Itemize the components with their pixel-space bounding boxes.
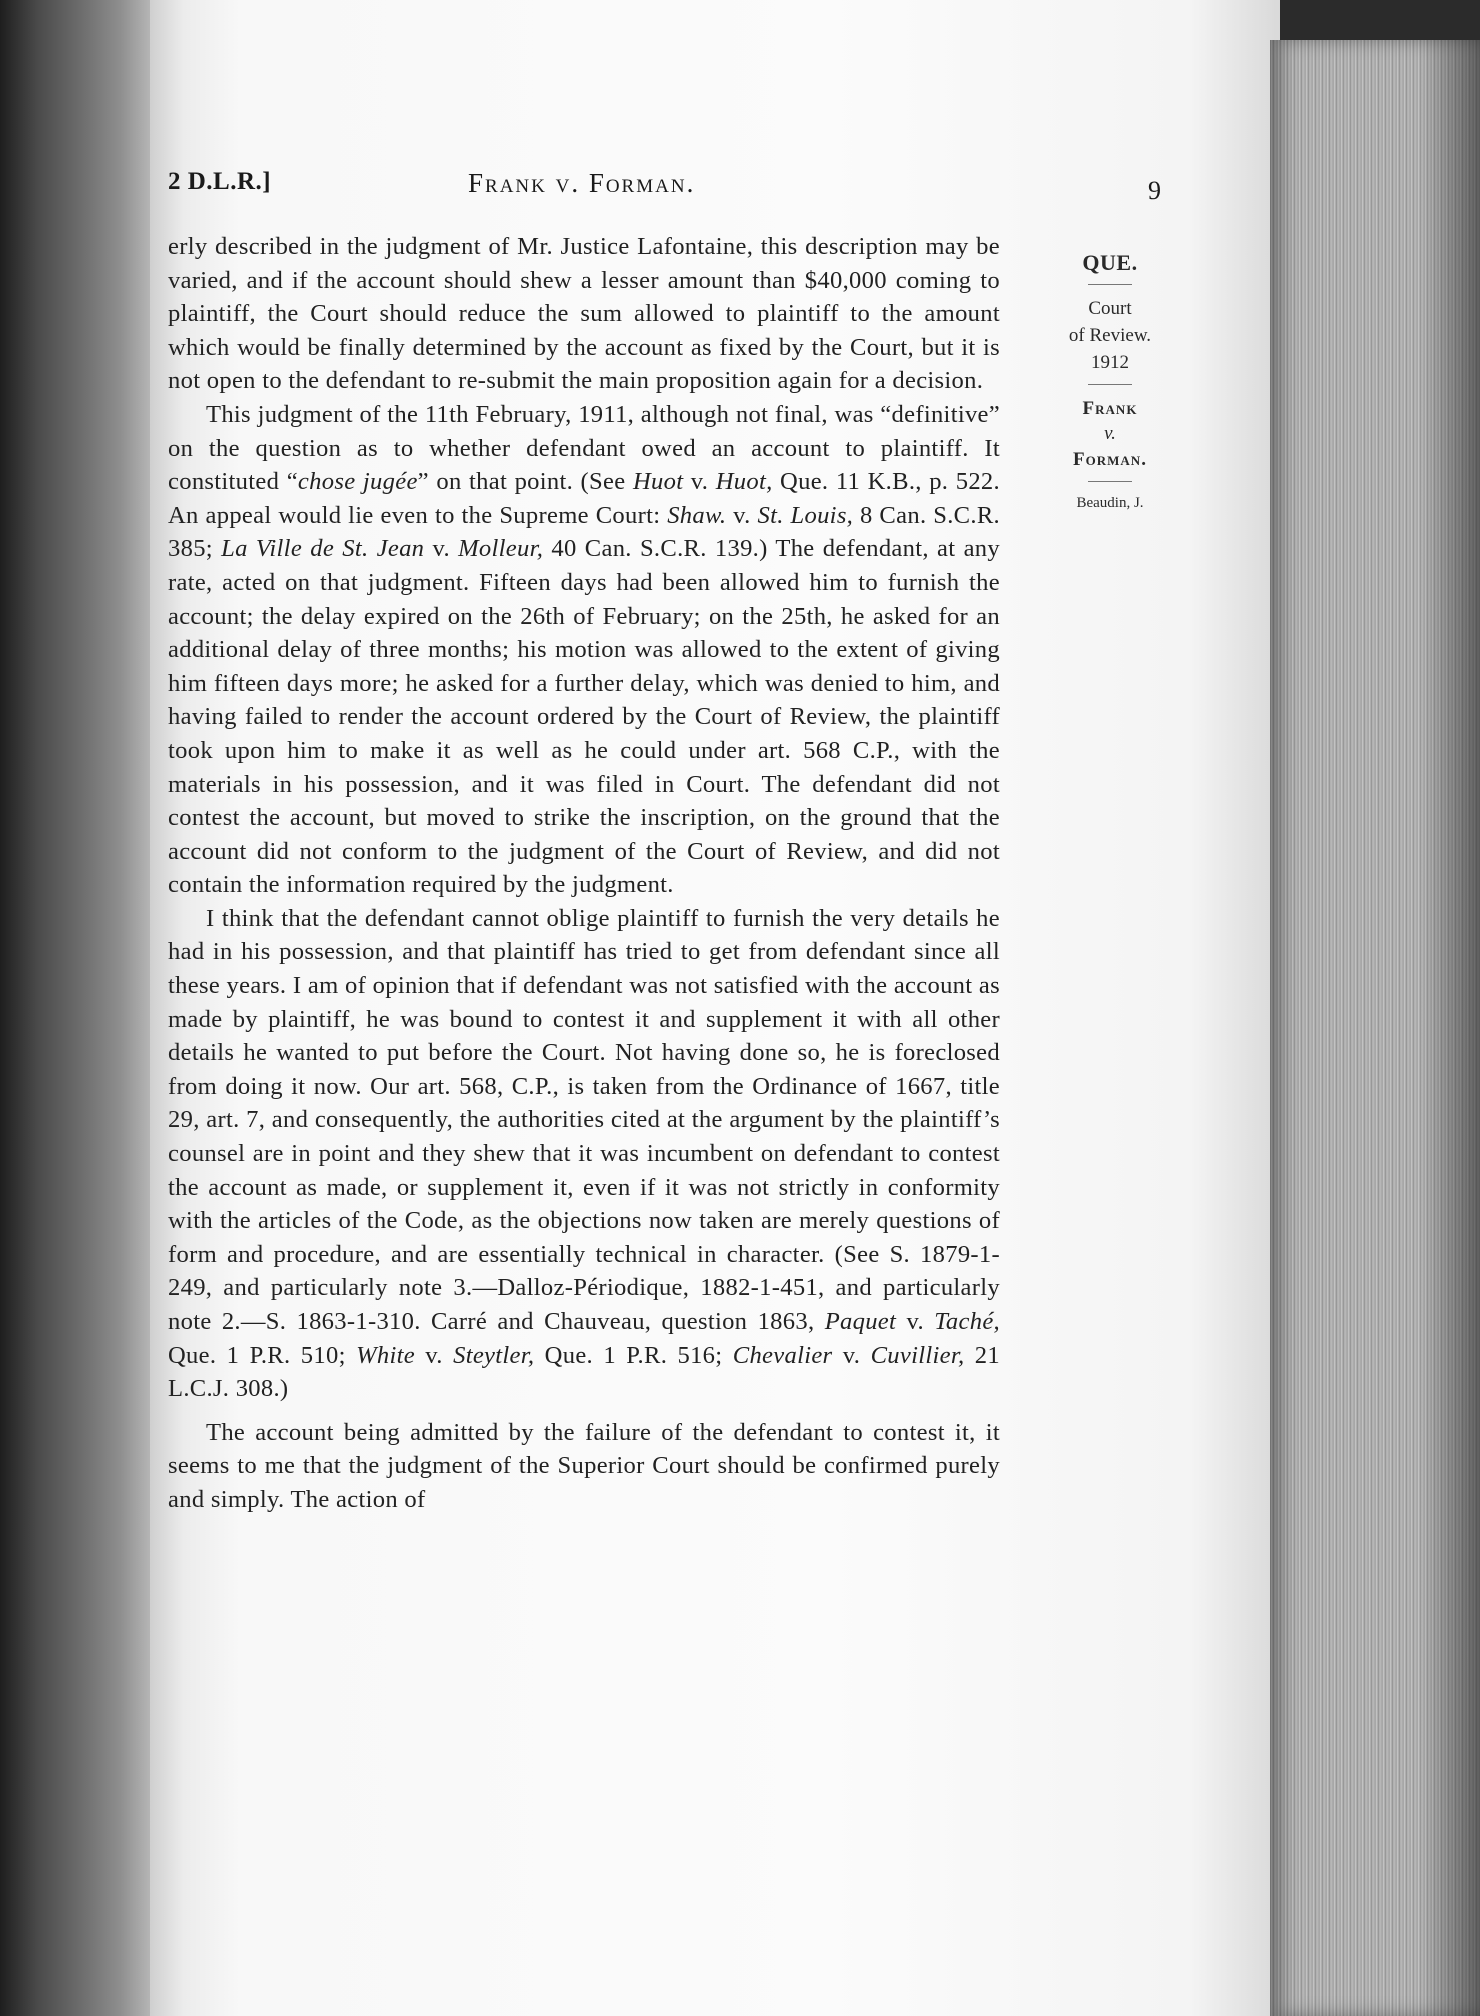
- text-segment: Que. 1 P.R. 510;: [168, 1341, 357, 1369]
- margin-judge: Beaudin, J.: [1076, 495, 1144, 511]
- italic-segment: Paquet: [824, 1308, 897, 1335]
- left-page-edge: [0, 0, 150, 2016]
- margin-court-line1: Court: [1088, 298, 1132, 319]
- page-number: 9: [1148, 176, 1161, 205]
- volume-reference: 2 D.L.R.]: [168, 168, 272, 195]
- text-segment: v.: [726, 501, 758, 529]
- text-segment: Que. 1 P.R. 516;: [534, 1341, 733, 1369]
- text-segment: v.: [832, 1341, 871, 1369]
- body-text: [168, 230, 1000, 1517]
- text-segment: I think that the defendant cannot oblige plaintiff to furnish the very details he had in his possession, and that plaintiff has tried to get from defendant since all these years. I am of opinion that if defendant was not satisfied with the account as made by plaintiff, he was bound to contest it and supplement it with all other details he wanted to put before the Court. Not having done so, he is foreclosed from doing it now. Our art. 568, C.P., is taken from the Ordinance of 1667, title 29, art. 7, and consequently, the authorities cited at the argument by the plaintiff’s counsel are in point and they shew that it was incumbent on defendant to contest the account as made, or supplement it, even if it was not strictly in conformity with the articles of the Code, as the objections now taken are merely questions of form and procedure, and are essentially technical in character. (See S. 1879-1-249, and particularly note 3.—Dalloz-Périodique, 1882-1-451, and particularly note 2.—S. 1863-1-310. Carré and Chauveau, question 1863,: [168, 904, 1000, 1335]
- margin-divider: [1088, 384, 1132, 385]
- italic-segment: Taché,: [934, 1308, 1000, 1335]
- italic-segment: chose jugée: [297, 468, 418, 496]
- running-header: [168, 168, 1178, 208]
- text-segment: v.: [414, 1341, 454, 1369]
- text-segment: erly described in the judgment of Mr. Justice Lafontaine, this description may be varied, and if the account should shew a lesser amount than $40,000 coming to plaintiff, the Court should reduce the sum allowed to plaintiff to the amount which would be finally determined by the account as fixed by the Court, but it is not open to the defendant to re-submit the main proposition again for a decision.: [168, 233, 1000, 395]
- margin-party1: Frank: [1082, 398, 1138, 419]
- italic-segment: Cuvillier,: [870, 1341, 965, 1369]
- paragraph: [168, 398, 1000, 902]
- text-segment: v.: [896, 1308, 935, 1335]
- case-title: Frank v. Forman.: [468, 168, 696, 198]
- italic-segment: White: [356, 1341, 415, 1369]
- text-segment: Que. 11 K.B., p. 522. An appeal would lie even to the Supreme Court:: [168, 468, 1000, 529]
- italic-segment: Steytler,: [453, 1341, 535, 1369]
- italic-segment: Molleur,: [458, 535, 544, 563]
- paragraph: [168, 230, 1000, 398]
- paragraph: [168, 1416, 1000, 1517]
- text-segment: The account being admitted by the failure of the defendant to contest it, it seems to me that the judgment of the Superior Court should be confirmed purely and simply. The action of: [168, 1418, 1000, 1513]
- italic-segment: Shaw.: [667, 501, 727, 529]
- paragraph: [168, 902, 1000, 1406]
- italic-segment: Huot: [632, 468, 684, 496]
- margin-year: 1912: [1091, 352, 1129, 373]
- text-segment: ” on that point. (See: [417, 468, 633, 496]
- text-segment: This judgment of the 11th February, 1911, although not final, was “definitive” on the question as to whether defendant owed an account to plaintiff. It constituted “: [168, 400, 1000, 496]
- margin-court-line2: of Review.: [1068, 325, 1152, 346]
- italic-segment: Chevalier: [732, 1341, 833, 1369]
- italic-segment: St. Louis,: [757, 501, 854, 529]
- italic-segment: Huot,: [715, 468, 773, 496]
- margin-divider: [1088, 481, 1132, 482]
- text-segment: 21 L.C.J. 308.): [168, 1341, 1000, 1403]
- margin-divider: [1088, 284, 1132, 285]
- margin-versus: v.: [1104, 423, 1116, 444]
- text-segment: v.: [424, 535, 459, 563]
- margin-party2: Forman.: [1073, 449, 1147, 470]
- margin-note: [1040, 250, 1180, 514]
- text-segment: 8 Can. S.C.R. 385;: [168, 501, 1000, 563]
- italic-segment: La Ville de St. Jean: [221, 535, 425, 563]
- margin-province: QUE.: [1082, 250, 1138, 275]
- text-segment: v.: [683, 468, 716, 496]
- text-segment: 40 Can. S.C.R. 139.) The defendant, at any rate, acted on that judgment. Fifteen days had been allowed him to furnish the account; the delay expired on the 26th of February; on the 25th, he asked for an additional delay of three months; his motion was allowed to the extent of giving him fifteen days more; he asked for a further delay, which was denied to him, and having failed to render the account ordered by the Court of Review, the plaintiff took upon him to make it as well as he could under art. 568 C.P., with the materials in his possession, and it was filed in Court. The defendant did not contest the account, but moved to strike the inscription, on the ground that the account did not conform to the judgment of the Court of Review, and did not contain the information required by the judgment.: [168, 535, 1000, 899]
- page-stack-edge: [1270, 40, 1480, 2016]
